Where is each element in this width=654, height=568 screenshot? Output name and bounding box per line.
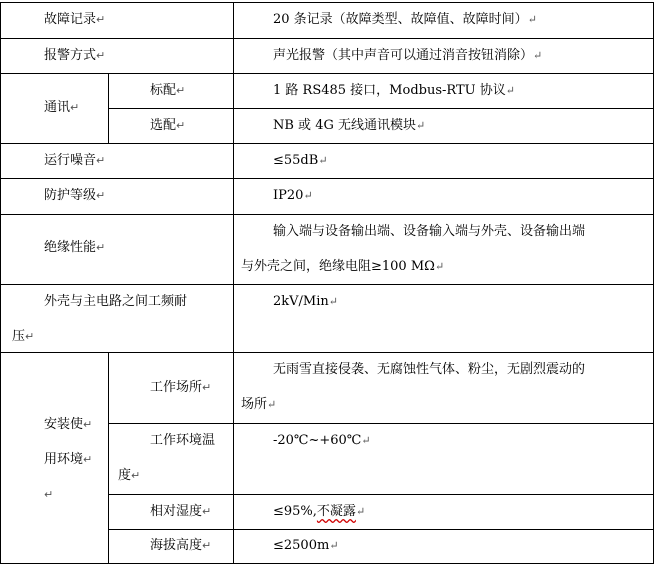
row-border: [0, 143, 654, 144]
noise-value: ≤55dB↵: [273, 153, 328, 168]
insulation-value-line2: 与外壳之间，绝缘电阻≥100 MΩ↵: [241, 259, 445, 274]
row-border: [0, 178, 654, 179]
row-border: [108, 494, 654, 495]
withstand-label-line1: 外壳与主电路之间工频耐: [44, 294, 188, 309]
altitude-label: 海拔高度↵: [150, 538, 212, 553]
temperature-value: -20℃~+60℃↵: [273, 433, 371, 448]
withstand-label-line2: 压↵: [12, 329, 35, 344]
communication-optional-label: 选配↵: [150, 118, 186, 133]
row-border: [0, 352, 654, 353]
row-border: [108, 423, 654, 424]
col-border: [233, 2, 234, 564]
noise-label: 运行噪音↵: [44, 153, 106, 168]
communication-label: 通讯↵: [44, 100, 80, 115]
communication-optional-value: NB 或 4G 无线通讯模块↵: [273, 118, 426, 133]
communication-standard-value: 1 路 RS485 接口，Modbus-RTU 协议↵: [273, 83, 515, 98]
row-border: [0, 563, 654, 564]
communication-standard-label: 标配↵: [150, 83, 186, 98]
workplace-label: 工作场所↵: [150, 380, 212, 395]
fault-record-label: 故障记录↵: [44, 12, 106, 27]
environment-empty-paragraph: ↵: [44, 488, 54, 501]
insulation-value-line1: 输入端与设备输出端、设备输入端与外壳、设备输出端: [273, 224, 586, 239]
environment-label-line1: 安装使↵: [44, 417, 93, 432]
row-border: [0, 284, 654, 285]
protection-label: 防护等级↵: [44, 188, 106, 203]
humidity-label: 相对湿度↵: [150, 504, 212, 519]
environment-label-line2: 用环境↵: [44, 452, 93, 467]
workplace-value-line2: 场所↵: [241, 397, 277, 412]
row-border: [108, 529, 654, 530]
protection-value: IP20↵: [273, 188, 313, 203]
col-border: [108, 352, 109, 564]
workplace-value-line1: 无雨雪直接侵袭、无腐蚀性气体、粉尘，无剧烈震动的: [273, 362, 586, 377]
row-border: [0, 73, 654, 74]
withstand-value: 2kV/Min↵: [273, 294, 338, 309]
col-border: [108, 73, 109, 144]
temperature-label-line1: 工作环境温: [150, 433, 216, 448]
col-border: [0, 2, 1, 564]
alarm-mode-label: 报警方式↵: [44, 48, 106, 63]
row-border: [0, 38, 654, 39]
altitude-value: ≤2500m↵: [273, 538, 339, 553]
row-border: [108, 108, 654, 109]
alarm-mode-value: 声光报警（其中声音可以通过消音按钮消除）↵: [273, 48, 543, 63]
row-border: [0, 2, 654, 3]
insulation-label: 绝缘性能↵: [44, 240, 106, 255]
fault-record-value: 20 条记录（故障类型、故障值、故障时间）↵: [273, 12, 537, 27]
temperature-label-line2: 度↵: [118, 468, 141, 483]
humidity-value: ≤95%,不凝露↵: [273, 504, 366, 519]
row-border: [0, 214, 654, 215]
